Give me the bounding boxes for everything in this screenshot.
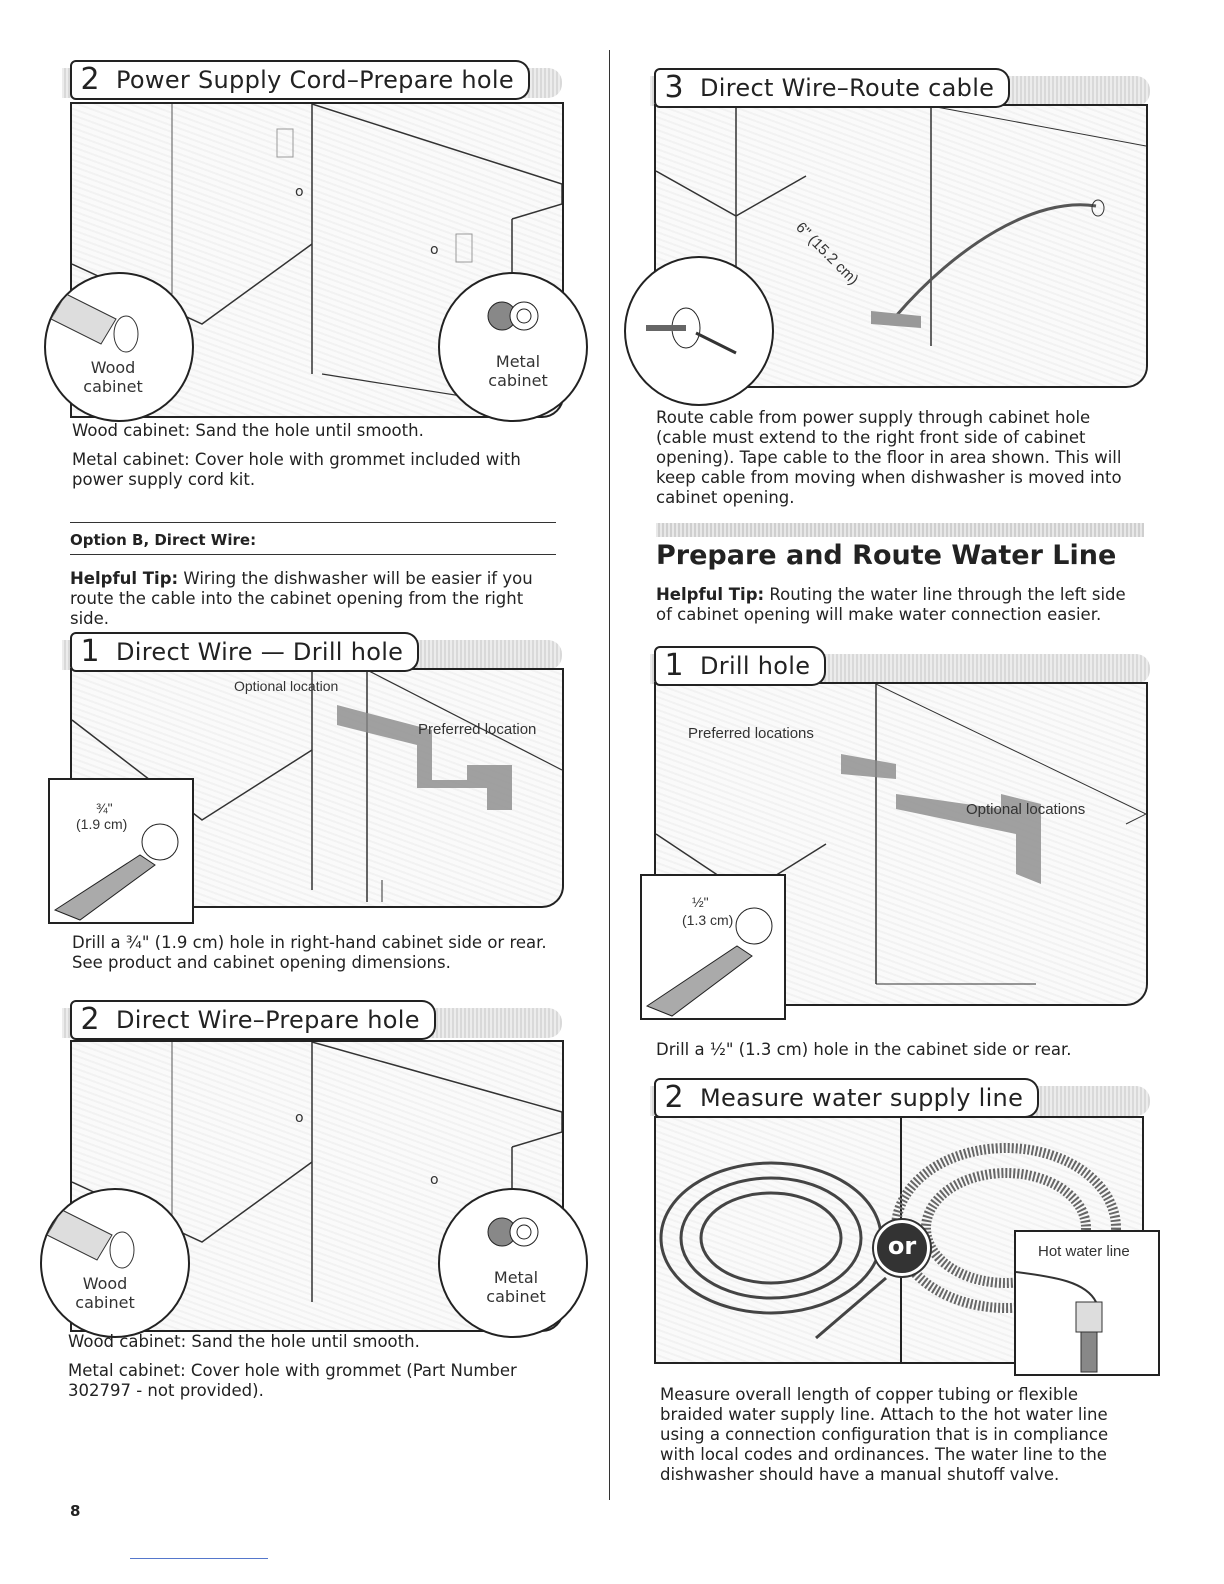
option-rule-top: [70, 522, 556, 523]
svg-text:o: o: [430, 1172, 439, 1188]
page-number: 8: [70, 1502, 81, 1520]
step-direct-wire-drill-hole: [62, 630, 562, 930]
step-header: [70, 630, 419, 674]
section-band: [656, 523, 1144, 537]
wood-instruction: Wood cabinet: Sand the hole until smooth.: [72, 421, 424, 440]
metal-label: Metal cabinet: [486, 1268, 546, 1306]
power-prepare-instructions: [72, 421, 552, 499]
step-header: [654, 644, 826, 688]
drill-bit-inset: [640, 874, 786, 1020]
hole-size-metric: (1.3 cm): [682, 912, 734, 928]
hole-size-fraction: ¾": [96, 800, 113, 816]
step-title: Direct Wire–Route cable: [692, 68, 1010, 108]
svg-text:o: o: [295, 1110, 304, 1126]
water-drill-instructions: Drill a ½" (1.3 cm) hole in the cabinet side or rear.: [656, 1040, 1072, 1059]
step-number: 1: [70, 632, 110, 672]
step-title: Measure water supply line: [692, 1078, 1039, 1118]
metal-instruction: Metal cabinet: Cover hole with grommet included with power supply cord kit.: [72, 450, 521, 489]
step-direct-wire-prepare-hole: [62, 998, 562, 1332]
prepare-instructions: [68, 1332, 558, 1410]
option-rule-bottom: [70, 554, 556, 555]
metal-instruction: Metal cabinet: Cover hole with grommet (Part Number 302797 - not provided).: [68, 1361, 517, 1400]
hole-size-metric: (1.9 cm): [76, 816, 128, 832]
tip-text: Wiring the dishwasher will be easier if you route the cable into the cabinet opening from the right side.: [70, 569, 533, 628]
drill-instructions: Drill a ¾" (1.9 cm) hole in right-hand cabinet side or rear. See product and cabinet opening dimensions.: [72, 933, 547, 972]
cable-length-label: 6" (15.2 cm): [792, 218, 862, 289]
step-number: 2: [70, 60, 110, 100]
drill-icon: [50, 780, 192, 922]
svg-text:o: o: [430, 242, 439, 258]
metal-cabinet-inset: [438, 272, 588, 422]
cable-hole-inset: [624, 256, 774, 406]
sanding-icon: [42, 1190, 188, 1336]
step-header: [70, 998, 436, 1042]
step-power-cord-prepare-hole: [62, 58, 562, 418]
drill-icon: [642, 876, 784, 1018]
drill-bit-inset: [48, 778, 194, 924]
grommet-icon: [440, 274, 586, 420]
optional-locations-label: Optional locations: [966, 801, 1086, 818]
step-header: [654, 66, 1010, 110]
hot-water-inset: [1014, 1230, 1160, 1376]
preferred-location-label: Preferred location: [418, 721, 537, 738]
step-number: 2: [654, 1078, 694, 1118]
step-header: [654, 1076, 1039, 1120]
section-tip: [656, 585, 1146, 625]
or-badge: or: [874, 1220, 930, 1276]
preferred-locations-label: Preferred locations: [688, 725, 814, 742]
step-title: Direct Wire–Prepare hole: [108, 1000, 436, 1040]
optional-location-label: Optional location: [234, 678, 339, 694]
wood-cabinet-inset: [40, 1188, 190, 1338]
step-direct-wire-route-cable: [650, 66, 1150, 406]
section-title: Prepare and Route Water Line: [656, 540, 1117, 571]
wood-label: Wood cabinet: [75, 1274, 135, 1312]
option-b-tip: [70, 569, 560, 629]
column-divider: [609, 50, 610, 1500]
step-title: Drill hole: [692, 646, 826, 686]
hot-water-label: Hot water line: [1038, 1243, 1130, 1260]
cable-icon: [626, 258, 772, 404]
step-water-drill-hole: [650, 644, 1150, 1024]
step-header: [70, 58, 530, 102]
grommet-icon: [440, 1190, 586, 1336]
step-number: 2: [70, 1000, 110, 1040]
wood-cabinet-inset: [44, 272, 194, 422]
step-number: 1: [654, 646, 694, 686]
wood-instruction: Wood cabinet: Sand the hole until smooth.: [68, 1332, 420, 1351]
wood-label: Wood cabinet: [83, 358, 143, 396]
tip-label: Helpful Tip:: [70, 569, 179, 588]
measure-instructions: Measure overall length of copper tubing or flexible braided water supply line. Attach to the hot water line using a connection configuration that is in compliance with local codes and ordinances. The water line to the dishwasher should have a manual shutoff valve.: [660, 1385, 1109, 1484]
metal-label: Metal cabinet: [488, 352, 548, 390]
step-measure-water-line: [650, 1076, 1160, 1378]
step-title: Power Supply Cord–Prepare hole: [108, 60, 530, 100]
tip-label: Helpful Tip:: [656, 585, 765, 604]
footer-rule: [130, 1558, 268, 1559]
step-number: 3: [654, 68, 694, 108]
sanding-icon: [46, 274, 192, 420]
option-b-label: Option B, Direct Wire:: [70, 531, 257, 549]
route-instructions: Route cable from power supply through cabinet hole (cable must extend to the right front side of cabinet opening). Tape cable to the floor in area shown. This will keep cable from moving when dishwasher is moved into cabinet opening.: [656, 408, 1122, 507]
svg-text:o: o: [295, 184, 304, 200]
hole-size-fraction: ½": [692, 894, 709, 910]
tip-text: Routing the water line through the left side of cabinet opening will make water connection easier.: [656, 585, 1126, 624]
metal-cabinet-inset: [438, 1188, 588, 1338]
step-title: Direct Wire — Drill hole: [108, 632, 419, 672]
